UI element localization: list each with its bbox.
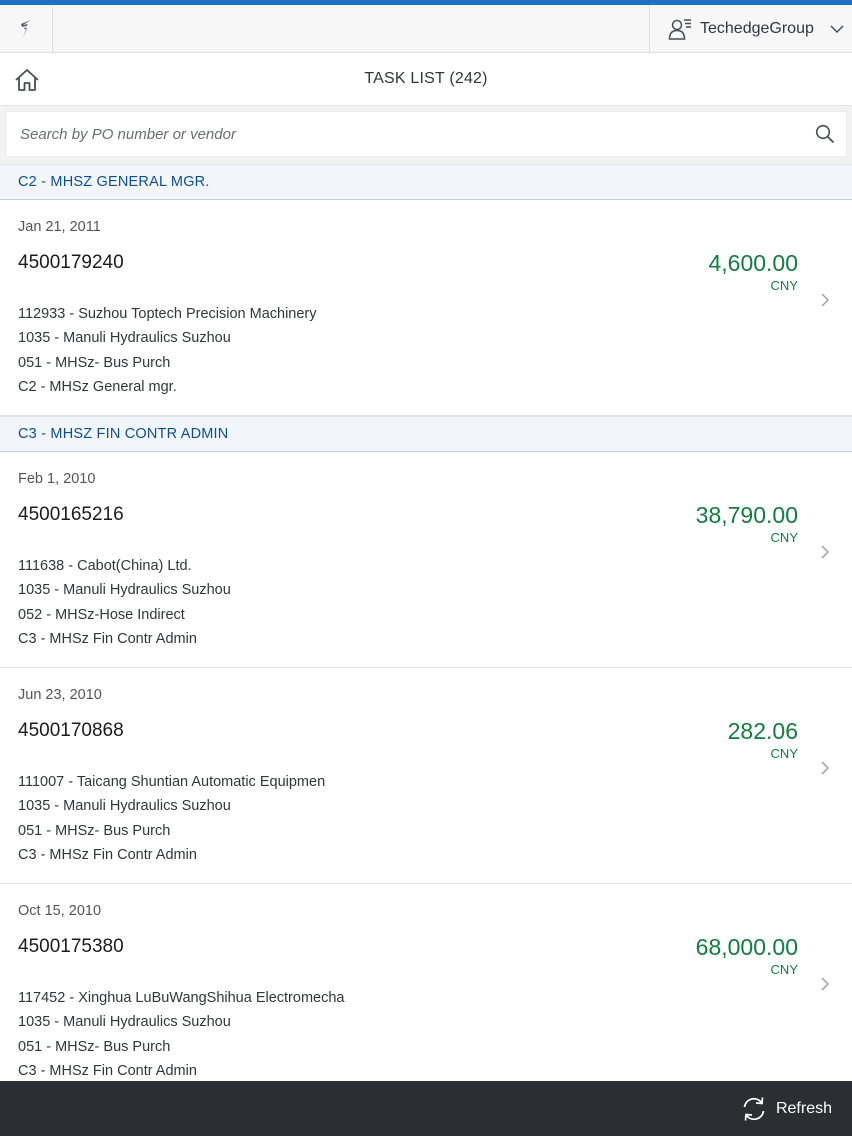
item-vendor: 111638 - Cabot(China) Ltd. [18, 558, 192, 574]
sap-logo-icon [18, 19, 34, 39]
search-input[interactable] [20, 126, 814, 143]
chevron-right-icon [820, 544, 830, 560]
item-purch-group: 052 - MHSz-Hose Indirect [18, 606, 185, 623]
item-purch-group: 051 - MHSz- Bus Purch [18, 822, 171, 839]
item-amount: 38,790.00 [695, 502, 798, 528]
item-currency: CNY [770, 278, 798, 293]
home-icon [14, 68, 40, 92]
item-company: 1035 - Manuli Hydraulics Suzhou [18, 798, 231, 815]
list-item[interactable] [0, 668, 852, 884]
item-amount: 282.06 [727, 718, 798, 744]
item-date: Oct 15, 2010 [18, 903, 102, 919]
item-amount: 68,000.00 [695, 934, 798, 960]
item-release-code: C3 - MHSz Fin Contr Admin [18, 630, 197, 647]
item-currency: CNY [770, 530, 798, 545]
item-po-number: 4500179240 [18, 252, 124, 273]
logo-button[interactable] [0, 5, 53, 53]
item-po-number: 4500165216 [18, 504, 124, 525]
refresh-button[interactable] [740, 1095, 832, 1123]
item-purch-group: 051 - MHSz- Bus Purch [18, 1038, 171, 1055]
item-purch-group: 051 - MHSz- Bus Purch [18, 354, 171, 371]
user-name: TechedgeGroup [700, 19, 814, 37]
item-release-code: C3 - MHSz Fin Contr Admin [18, 1062, 197, 1079]
item-po-number: 4500175380 [18, 936, 124, 957]
search-bar [0, 106, 852, 164]
item-company: 1035 - Manuli Hydraulics Suzhou [18, 1014, 231, 1031]
group-header: C2 - MHSZ GENERAL MGR. [0, 164, 852, 200]
user-menu-button[interactable] [649, 5, 852, 53]
item-date: Jun 23, 2010 [18, 687, 102, 703]
item-currency: CNY [770, 746, 798, 761]
page-header [0, 53, 852, 106]
search-icon [815, 124, 835, 144]
item-date: Feb 1, 2010 [18, 471, 96, 487]
chevron-right-icon [820, 976, 830, 992]
item-vendor: 117452 - Xinghua LuBuWangShihua Electromecha [18, 990, 345, 1006]
chevron-right-icon [820, 292, 830, 308]
item-company: 1035 - Manuli Hydraulics Suzhou [18, 582, 231, 599]
item-attributes [18, 554, 231, 651]
chevron-down-icon [830, 24, 844, 34]
item-amount: 4,600.00 [708, 250, 798, 276]
search-field [5, 111, 847, 157]
page-title: TASK LIST (242) [364, 70, 488, 87]
refresh-label: Refresh [775, 1099, 832, 1117]
item-attributes [18, 302, 317, 399]
item-release-code: C3 - MHSz Fin Contr Admin [18, 846, 197, 863]
search-button[interactable] [814, 123, 836, 145]
footer-toolbar [0, 1081, 852, 1136]
item-vendor: 112933 - Suzhou Toptech Precision Machinery [18, 306, 317, 322]
shell-bar [0, 5, 852, 53]
group-header: C3 - MHSZ FIN CONTR ADMIN [0, 416, 852, 452]
item-company: 1035 - Manuli Hydraulics Suzhou [18, 330, 231, 347]
item-vendor: 111007 - Taicang Shuntian Automatic Equipmen [18, 774, 326, 790]
item-release-code: C2 - MHSz General mgr. [18, 378, 177, 395]
list-item[interactable] [0, 452, 852, 668]
task-list [0, 164, 852, 1100]
item-po-number: 4500170868 [18, 720, 124, 741]
item-currency: CNY [770, 962, 798, 977]
item-attributes [18, 986, 344, 1083]
list-item[interactable] [0, 884, 852, 1100]
list-item[interactable] [0, 200, 852, 416]
item-date: Jan 21, 2011 [18, 219, 101, 235]
refresh-icon [740, 1095, 768, 1123]
home-button[interactable] [13, 67, 41, 93]
item-attributes [18, 770, 325, 867]
chevron-right-icon [820, 760, 830, 776]
user-settings-icon [668, 17, 692, 41]
